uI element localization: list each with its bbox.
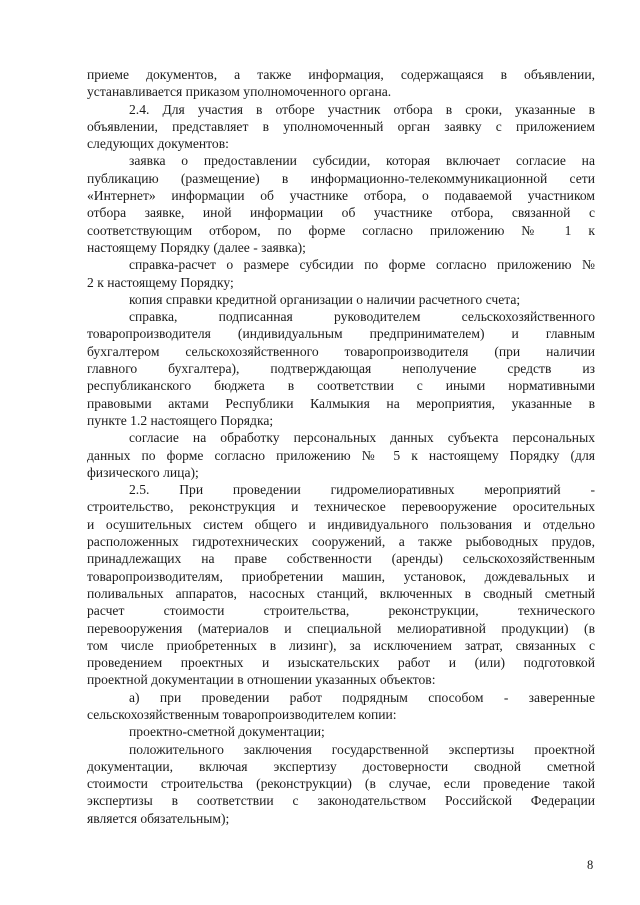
text-line: устанавливается приказом уполномоченного органа. [87,84,392,100]
text-line: республиканского бюджета в соответствии с иными нормативными [87,378,595,394]
text-line: документации, включая экспертизу достоверности сводной сметной [87,758,595,774]
text-line: согласие на обработку персональных данных субъекта персональных [129,430,595,446]
text-line: расположенных гидротехнических сооружений, а также рыбоводных прудов, [87,534,595,550]
text-line: копия справки кредитной организации о наличии расчетного счета; [129,291,521,307]
text-line: стоимости строительства (реконструкции) (в случае, если проведение такой [87,776,595,792]
text-line: бухгалтером сельскохозяйственного товаропроизводителя (при наличии [87,343,595,359]
text-line: настоящему Порядку (далее - заявка); [87,239,306,255]
text-line: «Интернет» информации об участнике отбора, о подаваемой участником [87,188,595,204]
text-line: отбора заявке, иной информации об участнике отбора, связанной с [87,205,595,221]
text-line: объявлении, представляет в уполномоченный орган заявку с приложением [87,118,595,134]
text-line: перевооружения (материалов и специальной мелиоративной продукции) (в [87,620,595,636]
text-line: товаропроизводителям, приобретении машин, установок, дождевальных и [87,568,595,584]
page-number: 8 [587,858,594,872]
text-line: и осушительных систем общего и индивидуального пользования и отдельно [87,516,595,532]
text-line: том числе приобретенных в лизинг), за исключением затрат, связанных с [87,637,595,653]
text-line: проведением проектных и изыскательских работ и (или) подготовкой [87,655,595,671]
document-body [87,66,595,827]
text-line: следующих документов: [87,136,229,152]
text-line: положительного заключения государственной экспертизы проектной [129,741,595,757]
text-line: приеме документов, а также информация, содержащаяся в объявлении, [87,67,595,82]
text-line: физического лица); [87,464,199,480]
text-line: проектной документации в отношении указанных объектов: [87,672,436,688]
text-line: товаропроизводителя (индивидуальным предпринимателем) и главным [87,326,595,342]
text-line: а) при проведении работ подрядным способом - заверенные [129,689,595,705]
text-line: 2.4. Для участия в отборе участник отбора в сроки, указанные в [129,101,595,117]
text-line: справка, подписанная руководителем сельскохозяйственного [129,309,595,325]
text-line: данных по форме согласно приложению № 5 к настоящему Порядку (для [87,447,595,463]
text-line: правовыми актами Республики Калмыкия на мероприятия, указанные в [87,395,595,411]
text-line: 2 к настоящему Порядку; [87,274,234,290]
text-line: публикацию (размещение) в информационно-телекоммуникационной сети [87,170,595,186]
text-line: строительство, реконструкция и техническое перевооружение оросительных [87,499,595,515]
text-line: пункте 1.2 настоящего Порядка; [87,412,274,428]
text-line: поливальных аппаратов, насосных станций, включенных в сводный сметный [87,585,595,601]
text-line: экспертизы в соответствии с законодательством Российской Федерации [87,793,595,809]
text-line: расчет стоимости строительства, реконструкции, технического [87,603,595,619]
text-line: является обязательным); [87,810,230,826]
text-line: соответствующим отбором, по форме согласно приложению № 1 к [87,222,595,238]
text-line: проектно-сметной документации; [129,724,325,740]
text-line: главного бухгалтера), подтверждающая неполучение средств из [87,361,595,377]
text-line: справка-расчет о размере субсидии по форме согласно приложению № [129,257,595,273]
text-line: принадлежащих на праве собственности (аренды) сельскохозяйственным [87,551,595,567]
text-line: заявка о предоставлении субсидии, которая включает согласие на [129,153,595,169]
text-line: 2.5. При проведении гидромелиоративных мероприятий - [129,482,595,498]
text-line: сельскохозяйственным товаропроизводителем копии: [87,706,397,722]
